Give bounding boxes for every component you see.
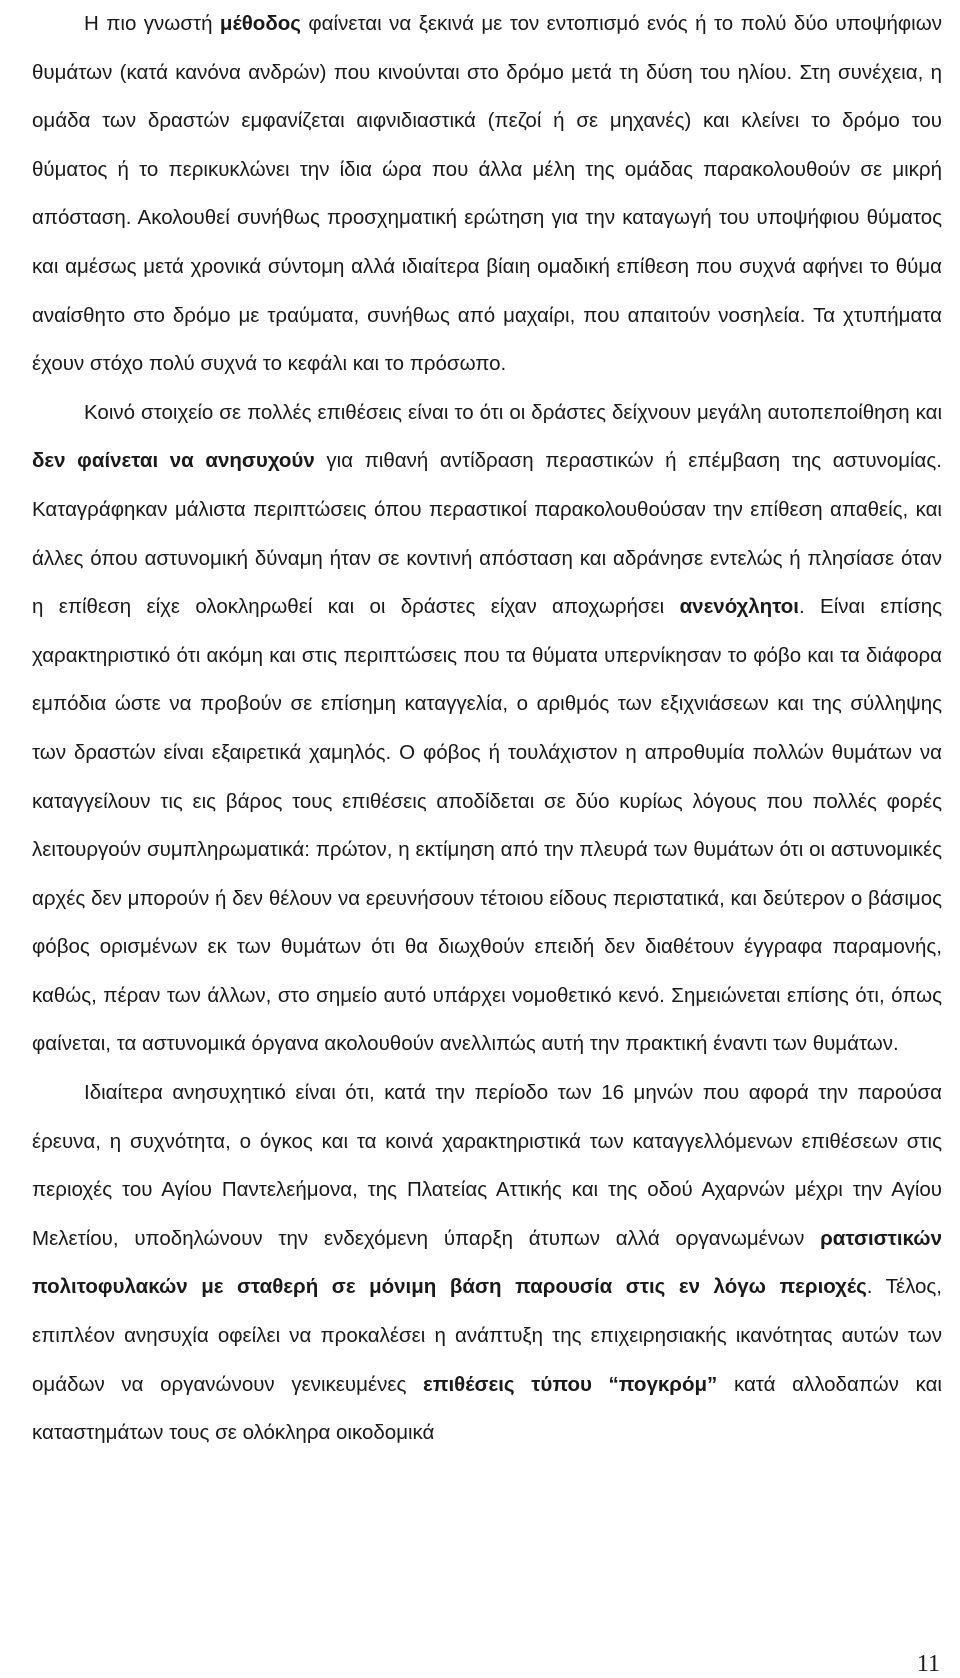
text-segment: Κοινό στοιχείο σε πολλές επιθέσεις είναι το ότι οι δράστες δείχνουν μεγάλη αυτοπεποίθηση και [84,400,942,424]
text-segment: . Τέλος, επιπλέον ανησυχία οφείλει να προκαλέσει η ανάπτυξη της επιχειρησιακής ικανότητας αυτών των ομάδων να οργανώνουν γενικευμένες [32,1275,942,1396]
text-segment: . Είναι επίσης χαρακτηριστικό ότι ακόμη και στις περιπτώσεις που τα θύματα υπερνίκησαν το φόβο και τα διάφορα εμπόδια ώστε να προβούν σε επίσημη καταγγελία, ο αριθμός των εξιχνιάσεων και της σύλληψης των δραστών είναι εξαιρετικά χαμηλός. Ο φόβος ή τουλάχιστον η απροθυμία πολλών θυμάτων να καταγγείλουν τις εις βάρος τους επιθέσεις αποδίδεται σε δύο κυρίως λόγους που πολλές φορές λειτουργούν συμπληρωματικά: πρώτον, η εκτίμηση από την πλευρά των θυμάτων ότι οι αστυνομικές αρχές δεν μπορούν ή δεν θέλουν να ερευνήσουν τέτοιου είδους περιστατικά, και δεύτερον ο βάσιμος φόβος ορισμένων εκ των θυμάτων ότι θα διωχθούν επειδή δεν διαθέτουν έγγραφα παραμονής, καθώς, πέραν των άλλων, στο σημείο αυτό υπάρχει νομοθετικό κενό. Σημειώνεται επίσης ότι, όπως φαίνεται, τα αστυνομικά όργανα ακολουθούν ανελλιπώς αυτή την πρακτική έναντι των θυμάτων. [32,595,942,1056]
bold-text-segment: ανενόχλητοι [679,595,799,619]
text-segment: φαίνεται να ξεκινά με τον εντοπισμό ενός ή το πολύ δύο υποψήφιων θυμάτων (κατά κανόνα ανδρών) που κινούνται στο δρόμο μετά τη δύση του ηλίου. Στη συνέχεια, η ομάδα των δραστών εμφανίζεται αιφνιδιαστικά (πεζοί ή σε μηχανές) και κλείνει το δρόμο του θύματος ή το περικυκλώνει την ίδια ώρα που άλλα μέλη της ομάδας παρακολουθούν σε μικρή απόσταση. Ακολουθεί συνήθως προσχηματική ερώτηση για την καταγωγή του υποψήφιου θύματος και αμέσως μετά χρονικά σύντομη αλλά ιδιαίτερα βίαιη ομαδική επίθεση που συχνά αφήνει το θύμα αναίσθητο στο δρόμο με τραύματα, συνήθως από μαχαίρι, που απαιτούν νοσηλεία. Τα χτυπήματα έχουν στόχο πολύ συχνά το κεφάλι και το πρόσωπο. [32,12,942,376]
bold-text-segment: δεν φαίνεται να ανησυχούν [32,449,315,473]
text-segment: κατά αλλοδαπών και καταστημάτων τους σε ολόκληρα οικοδομικά [32,1372,942,1445]
paragraph-1 [32,0,942,389]
bold-text-segment: ρατσιστικών πολιτοφυλακών με σταθερή σε μόνιμη βάση παρουσία στις εν λόγω περιοχές [32,1226,942,1299]
paragraph-2 [32,389,942,1069]
text-segment: Η πιο γνωστή [84,12,220,35]
body-text [32,0,942,1458]
text-segment: Ιδιαίτερα ανησυχητικό είναι ότι, κατά την περίοδο των 16 μηνών που αφορά την παρούσα έρευνα, η συχνότητα, ο όγκος και τα κοινά χαρακτηριστικά των καταγγελλόμενων επιθέσεων στις περιοχές του Αγίου Παντελεήμονα, της Πλατείας Αττικής και της οδού Αχαρνών μέχρι την Αγίου Μελετίου, υποδηλώνουν την ενδεχόμενη ύπαρξη άτυπων αλλά οργανωμένων [32,1081,942,1250]
bold-text-segment: επιθέσεις τύπου “πογκρόμ” [423,1372,718,1396]
text-segment: για πιθανή αντίδραση περαστικών ή επέμβαση της αστυνομίας. Καταγράφηκαν μάλιστα περιπτώσεις όπου περαστικοί παρακολουθούσαν την επίθεση απαθείς, και άλλες όπου αστυνομική δύναμη ήταν σε κοντινή απόσταση και αδράνησε εντελώς ή πλησίασε όταν η επίθεση είχε ολοκληρωθεί και οι δράστες είχαν αποχωρήσει [32,449,942,619]
paragraph-3 [32,1069,942,1458]
bold-text-segment: μέθοδος [219,12,301,35]
page-number: 11 [916,1651,940,1677]
